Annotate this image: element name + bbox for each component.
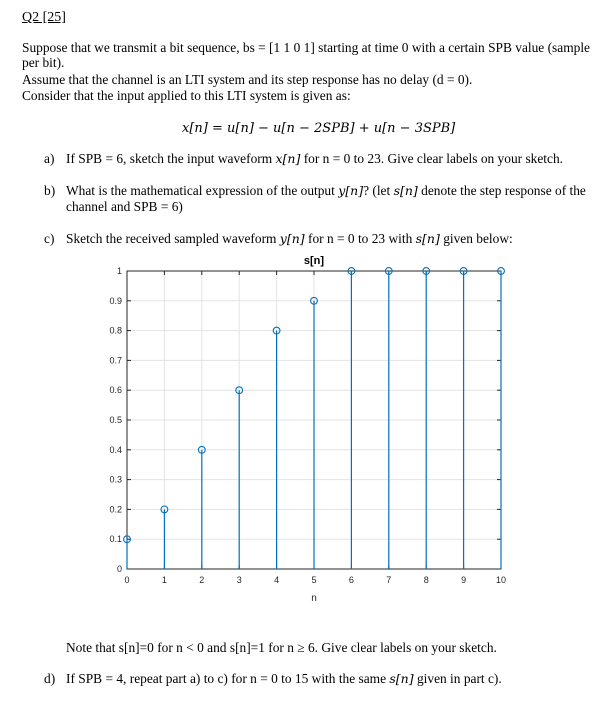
x-tick-label: 6: [348, 575, 354, 585]
intro-line-4: Consider that the input applied to this LTI system is given as:: [22, 88, 351, 103]
x-tick-label: 10: [495, 575, 507, 585]
part-a-label: a): [44, 151, 55, 166]
part-a-text: If SPB = 6, sketch the input waveform x[n] for n = 0 to 23. Give clear labels on your sketch.: [66, 151, 564, 166]
x-tick-label: 0: [124, 575, 130, 585]
y-tick-label: 0.7: [109, 355, 122, 366]
part-c-text: Sketch the received sampled waveform y[n] for n = 0 to 23 with s[n] given below:: [66, 231, 513, 246]
intro-line-2: per bit).: [22, 55, 65, 70]
y-tick-label: 0.5: [109, 415, 122, 425]
x-tick-label: 8: [423, 575, 429, 585]
x-tick-label: 2: [199, 575, 205, 585]
intro-line-1: Suppose that we transmit a bit sequence, bs = [1 1 0 1] starting at time 0 with a certain SPB value (sample: [22, 40, 590, 55]
part-c-label: c): [44, 231, 55, 246]
chart-title: s[n]: [303, 255, 325, 267]
y-tick-label: 0.9: [109, 295, 122, 306]
part-b-text-line2: channel and SPB = 6): [66, 199, 183, 214]
y-tick-label: 0.2: [109, 504, 122, 515]
y-tick-label: 0.6: [109, 385, 122, 396]
y-tick-label: 1: [116, 266, 122, 276]
x-tick-label: 1: [161, 575, 167, 585]
x-tick-label: 7: [386, 575, 392, 585]
x-tick-label: 4: [274, 575, 280, 585]
x-tick-label: 9: [461, 575, 467, 585]
part-b-text: What is the mathematical expression of the output y[n]? (let s[n] denote the step response of the: [66, 183, 586, 198]
part-d-text: If SPB = 4, repeat part a) to c) for n = 0 to 15 with the same s[n] given in part c).: [66, 671, 502, 686]
step-response-stem-plot: [0, 250, 603, 620]
intro-line-3: Assume that the channel is an LTI system and its step response has no delay (d = 0).: [22, 72, 473, 87]
y-tick-label: 0.8: [109, 325, 122, 336]
input-equation: x[n] = u[n] − u[n − 2SPB] + u[n − 3SPB]: [182, 121, 456, 136]
x-axis-label: n: [311, 593, 317, 604]
y-tick-label: 0.3: [109, 474, 122, 485]
x-tick-label: 3: [236, 575, 242, 585]
part-d-label: d): [44, 671, 56, 686]
note-text: Note that s[n]=0 for n < 0 and s[n]=1 for n ≥ 6. Give clear labels on your sketch.: [66, 640, 497, 655]
part-b-label: b): [44, 183, 56, 198]
y-tick-label: 0: [116, 564, 122, 574]
question-heading: Q2 [25]: [22, 10, 66, 25]
x-tick-label: 5: [311, 575, 317, 585]
y-tick-label: 0.1: [109, 534, 122, 545]
y-tick-label: 0.4: [109, 444, 122, 455]
